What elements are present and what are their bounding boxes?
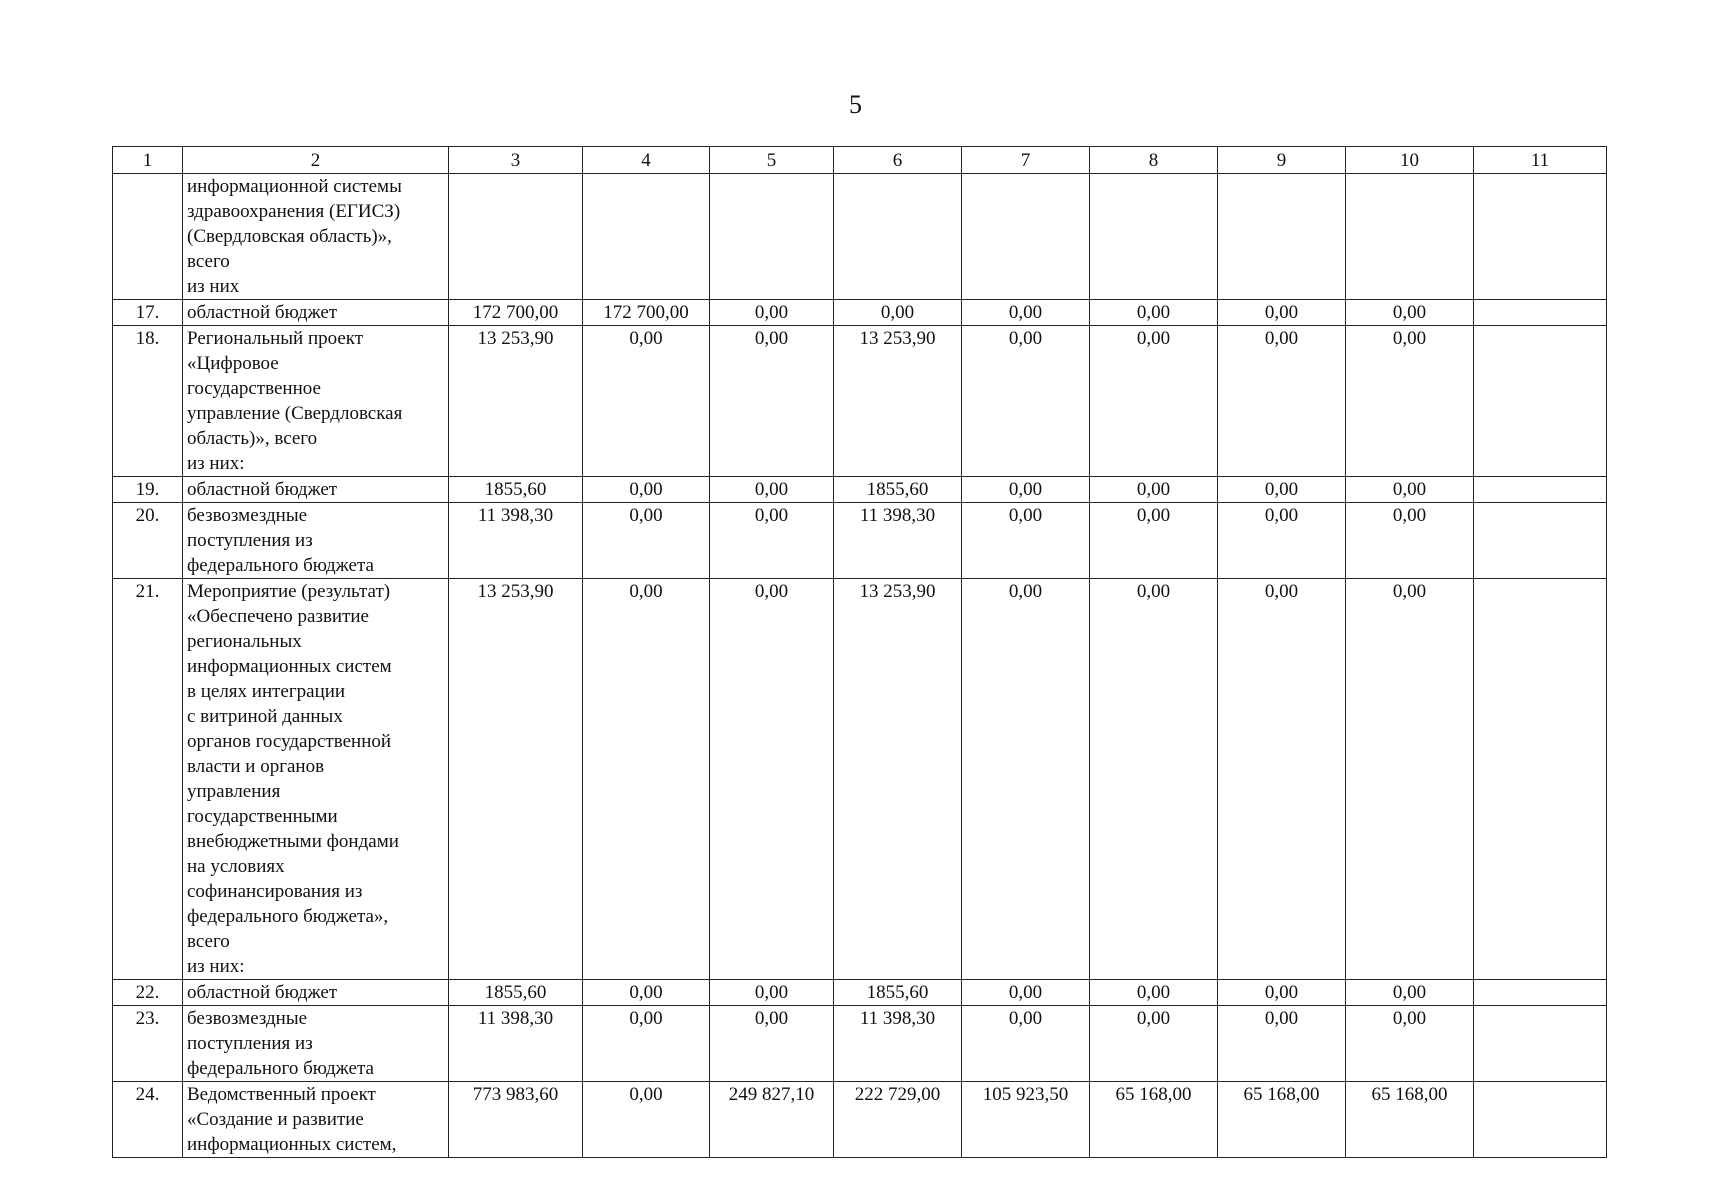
value-cell: 0,00 [1090, 980, 1218, 1006]
header-cell: 9 [1218, 147, 1346, 174]
value-cell: 0,00 [962, 503, 1090, 579]
value-cell: 0,00 [1090, 300, 1218, 326]
value-cell: 0,00 [1218, 300, 1346, 326]
value-cell: 0,00 [710, 1006, 834, 1082]
value-cell: 0,00 [962, 579, 1090, 980]
value-cell [1474, 579, 1607, 980]
value-cell [962, 174, 1090, 300]
table-row [113, 1006, 1607, 1082]
value-cell: 0,00 [1218, 980, 1346, 1006]
value-cell: 11 398,30 [834, 503, 962, 579]
value-cell: 65 168,00 [1090, 1082, 1218, 1158]
row-number-cell: 18. [113, 326, 183, 477]
table-row [113, 579, 1607, 980]
value-cell: 0,00 [962, 300, 1090, 326]
value-cell: 0,00 [1346, 1006, 1474, 1082]
value-cell: 0,00 [1346, 503, 1474, 579]
value-cell [1474, 300, 1607, 326]
value-cell: 0,00 [583, 1006, 710, 1082]
row-name-cell: областной бюджет [183, 980, 449, 1006]
value-cell [1474, 503, 1607, 579]
value-cell: 0,00 [1218, 1006, 1346, 1082]
value-cell: 11 398,30 [449, 1006, 583, 1082]
header-cell: 10 [1346, 147, 1474, 174]
value-cell [1474, 1006, 1607, 1082]
value-cell: 0,00 [710, 980, 834, 1006]
value-cell: 13 253,90 [449, 326, 583, 477]
value-cell: 0,00 [1090, 579, 1218, 980]
row-name-cell: безвозмездные поступления из федерального бюджета [183, 1006, 449, 1082]
table-header [113, 147, 1607, 174]
value-cell: 65 168,00 [1346, 1082, 1474, 1158]
value-cell [1474, 477, 1607, 503]
value-cell: 1855,60 [449, 477, 583, 503]
value-cell: 249 827,10 [710, 1082, 834, 1158]
value-cell: 0,00 [1346, 477, 1474, 503]
value-cell: 0,00 [1218, 503, 1346, 579]
value-cell: 0,00 [1090, 503, 1218, 579]
value-cell: 1855,60 [834, 477, 962, 503]
value-cell [834, 174, 962, 300]
header-cell: 11 [1474, 147, 1607, 174]
value-cell [583, 174, 710, 300]
row-number-cell: 20. [113, 503, 183, 579]
value-cell: 0,00 [710, 300, 834, 326]
header-cell: 2 [183, 147, 449, 174]
value-cell: 0,00 [1346, 980, 1474, 1006]
value-cell: 0,00 [834, 300, 962, 326]
row-name-cell: безвозмездные поступления из федерального бюджета [183, 503, 449, 579]
value-cell: 1855,60 [449, 980, 583, 1006]
value-cell: 0,00 [583, 1082, 710, 1158]
row-name-cell: Региональный проект «Цифровое государственное управление (Свердловская область)», всего из них: [183, 326, 449, 477]
value-cell: 13 253,90 [834, 579, 962, 980]
table-row [113, 326, 1607, 477]
value-cell: 0,00 [1090, 1006, 1218, 1082]
value-cell: 0,00 [710, 326, 834, 477]
value-cell [1346, 174, 1474, 300]
value-cell [1474, 980, 1607, 1006]
value-cell: 0,00 [1346, 326, 1474, 477]
value-cell: 0,00 [962, 326, 1090, 477]
value-cell [449, 174, 583, 300]
value-cell: 0,00 [962, 980, 1090, 1006]
value-cell: 0,00 [962, 1006, 1090, 1082]
value-cell: 65 168,00 [1218, 1082, 1346, 1158]
table-row [113, 300, 1607, 326]
value-cell: 0,00 [962, 477, 1090, 503]
value-cell: 0,00 [1090, 326, 1218, 477]
value-cell: 0,00 [1346, 579, 1474, 980]
header-cell: 8 [1090, 147, 1218, 174]
value-cell: 0,00 [1218, 477, 1346, 503]
value-cell [1474, 174, 1607, 300]
value-cell [1218, 174, 1346, 300]
page-number: 5 [849, 90, 862, 119]
header-cell: 5 [710, 147, 834, 174]
header-cell: 6 [834, 147, 962, 174]
row-number-cell: 19. [113, 477, 183, 503]
value-cell [1090, 174, 1218, 300]
value-cell: 1855,60 [834, 980, 962, 1006]
row-name-cell: областной бюджет [183, 477, 449, 503]
row-number-cell: 21. [113, 579, 183, 980]
row-name-cell: областной бюджет [183, 300, 449, 326]
value-cell: 0,00 [1218, 326, 1346, 477]
header-cell: 1 [113, 147, 183, 174]
value-cell [710, 174, 834, 300]
header-cell: 4 [583, 147, 710, 174]
value-cell: 0,00 [1090, 477, 1218, 503]
value-cell: 105 923,50 [962, 1082, 1090, 1158]
value-cell: 0,00 [583, 503, 710, 579]
header-cell: 3 [449, 147, 583, 174]
value-cell: 11 398,30 [834, 1006, 962, 1082]
table-row [113, 174, 1607, 300]
row-number-cell: 22. [113, 980, 183, 1006]
value-cell: 13 253,90 [449, 579, 583, 980]
value-cell: 0,00 [583, 326, 710, 477]
value-cell: 0,00 [583, 477, 710, 503]
value-cell: 0,00 [583, 980, 710, 1006]
value-cell: 0,00 [710, 477, 834, 503]
value-cell: 0,00 [710, 503, 834, 579]
value-cell: 172 700,00 [583, 300, 710, 326]
row-name-cell: Ведомственный проект «Создание и развитие информационных систем, [183, 1082, 449, 1158]
row-name-cell: Мероприятие (результат) «Обеспечено развитие региональных информационных систем в целях интеграции с витриной данных органов государственной власти и органов управления государственными внебюджетными фондами на условиях софинансирования из федерального бюджета», всего из них: [183, 579, 449, 980]
value-cell: 0,00 [583, 579, 710, 980]
value-cell: 0,00 [710, 579, 834, 980]
value-cell: 0,00 [1218, 579, 1346, 980]
header-row [113, 147, 1607, 174]
row-number-cell [113, 174, 183, 300]
table-row [113, 477, 1607, 503]
value-cell [1474, 326, 1607, 477]
table-row [113, 980, 1607, 1006]
table-body [113, 174, 1607, 1158]
row-number-cell: 17. [113, 300, 183, 326]
value-cell: 11 398,30 [449, 503, 583, 579]
value-cell: 222 729,00 [834, 1082, 962, 1158]
row-name-cell: информационной системы здравоохранения (ЕГИСЗ) (Свердловская область)», всего из них [183, 174, 449, 300]
budget-table [112, 146, 1607, 1158]
value-cell: 13 253,90 [834, 326, 962, 477]
value-cell: 172 700,00 [449, 300, 583, 326]
value-cell [1474, 1082, 1607, 1158]
value-cell: 0,00 [1346, 300, 1474, 326]
header-cell: 7 [962, 147, 1090, 174]
table-row [113, 503, 1607, 579]
table-row [113, 1082, 1607, 1158]
value-cell: 773 983,60 [449, 1082, 583, 1158]
row-number-cell: 23. [113, 1006, 183, 1082]
row-number-cell: 24. [113, 1082, 183, 1158]
